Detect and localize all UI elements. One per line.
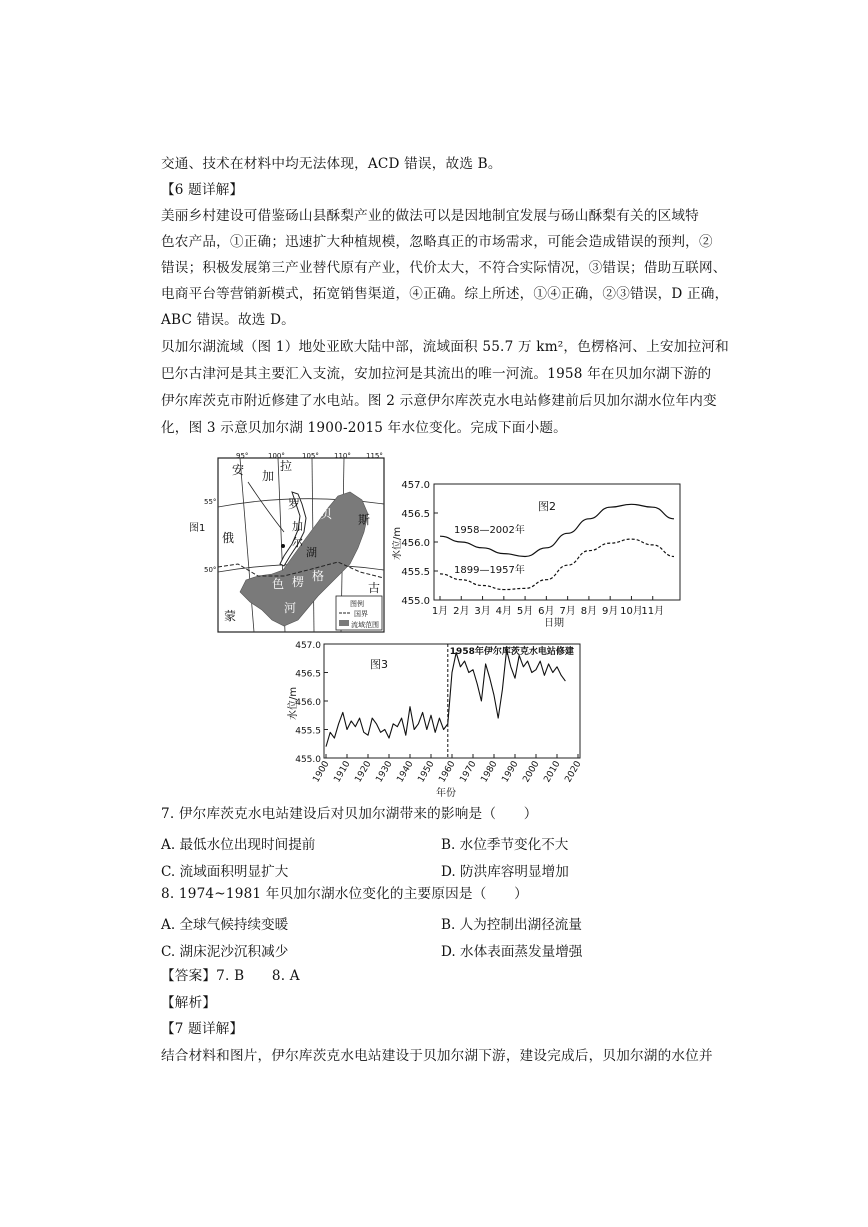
fig2-ylabel: 水位/m xyxy=(392,526,403,560)
text-line-7: ABC 错误。故选 D。 xyxy=(161,312,295,328)
map-lat-50: 50° xyxy=(204,566,217,574)
fig3-xtick-label-12: 2020 xyxy=(563,759,584,785)
fig2-xtick-label-6: 7月 xyxy=(559,606,576,617)
text-line-8: 贝加尔湖流域（图 1）地处亚欧大陆中部，流域面积 55.7 万 km²，色楞格河、上安加拉河和 xyxy=(161,339,729,355)
text-line-10: 伊尔库茨克市附近修建了水电站。图 2 示意伊尔库茨克水电站修建前后贝加尔湖水位年内变 xyxy=(161,393,717,409)
fig3-xtick-label-8: 1980 xyxy=(479,759,500,785)
q7-option-a[interactable]: A. 最低水位出现时间提前 xyxy=(161,837,316,853)
map-char-ge: 格 xyxy=(312,569,325,583)
explanation-line: 结合材料和图片，伊尔库茨克水电站建设于贝加尔湖下游，建设完成后，贝加尔湖的水位并 xyxy=(161,1048,713,1064)
q7-option-b[interactable]: B. 水位季节变化不大 xyxy=(441,837,569,853)
fig2-xtick-label-5: 6月 xyxy=(538,606,555,617)
fig3-plot-frame xyxy=(324,644,580,758)
map-legend-border: 国界 xyxy=(354,610,368,618)
text-line-1: 交通、技术在材料中均无法体现，ACD 错误，故选 B。 xyxy=(161,156,502,172)
text-line-9: 巴尔古津河是其主要汇入支流，安加拉河是其流出的唯一河流。1958 年在贝加尔湖下游的 xyxy=(161,366,712,382)
map-char-jia2: 加 xyxy=(292,520,303,533)
fig3-ytick-label-4: 457.0 xyxy=(295,641,321,651)
fig3-ytick-label-1: 455.5 xyxy=(295,726,321,737)
q8-option-a[interactable]: A. 全球气候持续变暖 xyxy=(161,917,289,933)
text-line-11: 化，图 3 示意贝加尔湖 1900-2015 年水位变化。完成下面小题。 xyxy=(161,420,567,436)
fig3-title: 图3 xyxy=(370,658,388,671)
answer-line: 【答案】7. B 8. A xyxy=(161,968,300,984)
q8-stem: 8. 1974~1981 年贝加尔湖水位变化的主要原因是（ ） xyxy=(161,886,528,902)
map-char-an: 安 xyxy=(232,463,245,477)
fig3-xtick-label-7: 1970 xyxy=(458,759,479,785)
map-char-gu: 古 xyxy=(368,581,381,595)
map-lon-115: 115° xyxy=(366,452,383,460)
fig3-ytick-label-2: 456.0 xyxy=(295,698,321,708)
fig2-ytick-label-0: 455.0 xyxy=(401,596,430,607)
fig2-xtick-label-0: 1月 xyxy=(431,606,449,617)
fig3-ytick-label-3: 456.5 xyxy=(295,669,321,680)
fig2-xtick-label-1: 2月 xyxy=(453,606,470,617)
text-line-3: 美丽乡村建设可借鉴砀山县酥梨产业的做法可以是因地制宜发展与砀山酥梨有关的区域特 xyxy=(161,208,699,224)
figure-2-chart xyxy=(392,476,692,628)
map-char-er: 尔 xyxy=(292,536,303,549)
fig2-xtick-label-10: 11月 xyxy=(641,606,665,617)
map-legend-title: 图例 xyxy=(350,600,364,608)
text-line-5: 错误；积极发展第三产业替代原有产业，代价太大，不符合实际情况，③错误；借助互联网、 xyxy=(161,260,727,276)
section-heading-7: 【7 题详解】 xyxy=(161,1021,244,1037)
text-line-6: 电商平台等营销新模式，拓宽销售渠道，④正确。综上所述，①④正确，②③错误，D 正确， xyxy=(161,286,729,302)
fig2-xlabel: 日期 xyxy=(544,618,564,628)
map-lon-110: 110° xyxy=(334,452,351,460)
fig2-title: 图2 xyxy=(538,500,556,513)
fig2-xtick-label-2: 3月 xyxy=(474,606,491,617)
fig3-xlabel: 年份 xyxy=(436,788,456,798)
map-lat-55: 55° xyxy=(204,498,217,506)
fig2-xtick-label-3: 4月 xyxy=(495,606,513,617)
fig3-series-line xyxy=(326,650,565,747)
q8-option-d[interactable]: D. 水体表面蒸发量增强 xyxy=(441,944,583,960)
fig3-xtick-label-4: 1940 xyxy=(395,759,416,785)
section-heading-6: 【6 题详解】 xyxy=(161,182,244,198)
fig3-xtick-label-2: 1920 xyxy=(353,759,374,785)
fig2-xtick-label-4: 5月 xyxy=(516,606,534,617)
fig2-xtick-label-7: 8月 xyxy=(580,606,598,617)
fig3-xtick-label-1: 1910 xyxy=(332,759,353,785)
fig2-xtick-label-9: 10月 xyxy=(620,606,643,617)
map-char-la: 拉 xyxy=(280,459,293,473)
fig2-series-label-1: 1958—2002年 xyxy=(454,525,525,536)
text-line-4: 色农产品，①正确；迅速扩大种植规模，忽略真正的市场需求，可能会造成错误的预判，② xyxy=(161,234,713,250)
fig2-ytick-label-2: 456.0 xyxy=(401,538,430,549)
map-char-hu: 湖 xyxy=(306,546,317,559)
fig2-ytick-label-1: 455.5 xyxy=(401,567,430,578)
fig3-xtick-label-5: 1950 xyxy=(416,759,437,785)
fig2-xtick-label-8: 9月 xyxy=(601,606,619,617)
q7-stem: 7. 伊尔库茨克水电站建设后对贝加尔湖带来的影响是（ ） xyxy=(161,806,538,822)
map-char-luo: 罗 xyxy=(288,497,301,511)
q8-option-b[interactable]: B. 人为控制出湖径流量 xyxy=(441,917,582,933)
map-lon-105: 105° xyxy=(302,452,319,460)
map-char-se: 色 xyxy=(272,577,285,591)
map-char-e: 俄 xyxy=(222,531,235,545)
fig3-xtick-label-11: 2010 xyxy=(542,759,563,785)
fig3-xtick-label-3: 1930 xyxy=(374,759,395,785)
map-char-si: 斯 xyxy=(358,513,371,527)
fig2-ytick-label-4: 457.0 xyxy=(401,480,430,491)
map-lon-95: 95° xyxy=(236,452,249,460)
fig3-xtick-label-6: 1960 xyxy=(437,759,458,785)
fig2-ytick-label-3: 456.5 xyxy=(401,509,430,520)
map-fig-label: 图1 xyxy=(189,523,206,534)
map-char-jia: 加 xyxy=(262,469,275,483)
q7-option-c[interactable]: C. 流域面积明显扩大 xyxy=(161,864,289,880)
map-char-meng: 蒙 xyxy=(224,609,237,623)
fig3-xtick-label-9: 1990 xyxy=(500,759,521,785)
map-char-he: 河 xyxy=(284,601,297,615)
fig3-annotation-text: 1958年伊尔库茨克水电站修建 xyxy=(449,647,574,657)
fig3-ytick-label-0: 455.0 xyxy=(295,755,321,765)
fig3-xtick-label-0: 1900 xyxy=(311,759,332,785)
fig3-ylabel: 水位/m xyxy=(288,686,299,720)
map-char-bei: 贝 xyxy=(320,507,333,521)
analysis-heading: 【解析】 xyxy=(161,995,217,1011)
q8-option-c[interactable]: C. 湖床泥沙沉积减少 xyxy=(161,944,289,960)
map-legend-basin: 流域范围 xyxy=(351,621,379,629)
fig3-xtick-label-10: 2000 xyxy=(521,759,542,785)
map-lon-100: 100° xyxy=(268,452,285,460)
fig2-series-label-2: 1899—1957年 xyxy=(454,565,525,576)
figure-3-chart xyxy=(286,638,586,798)
baikal-basin-map xyxy=(188,452,388,634)
map-char-leng: 楞 xyxy=(292,575,305,589)
q7-option-d[interactable]: D. 防洪库容明显增加 xyxy=(441,864,569,880)
